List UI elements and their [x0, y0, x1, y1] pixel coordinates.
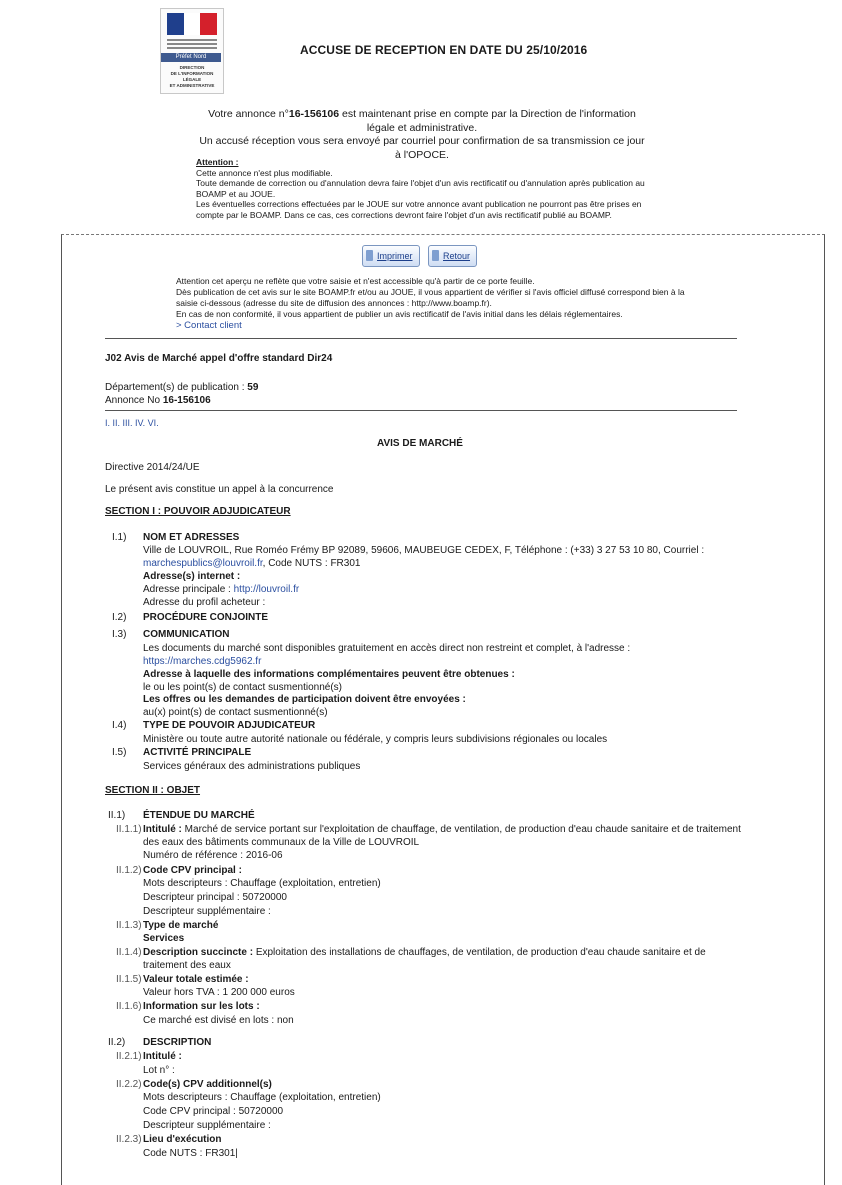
i3-info-value: le ou les point(s) de contact susmentionné(s): [143, 682, 342, 693]
ii2-title: DESCRIPTION: [143, 1037, 212, 1048]
item-number: II.1.3): [116, 920, 142, 931]
flag-icon: [167, 13, 217, 35]
ii22-desc: Mots descripteurs : Chauffage (exploitation, entretien): [143, 1092, 381, 1103]
item-number: II.2.2): [116, 1079, 142, 1090]
ii16-label: Information sur les lots :: [143, 1001, 260, 1012]
ii12-desc: Mots descripteurs : Chauffage (exploitation, entretien): [143, 878, 381, 889]
ii23-value: Code NUTS : FR301|: [143, 1148, 238, 1159]
divider: [105, 338, 737, 339]
page-title: ACCUSE DE RECEPTION EN DATE DU 25/10/2016: [300, 43, 588, 57]
i5-title: ACTIVITÉ PRINCIPALE: [143, 747, 252, 758]
item-number: II.1.2): [116, 865, 142, 876]
ii11-reference: Numéro de référence : 2016-06: [143, 850, 283, 861]
warning-heading: Attention :: [196, 157, 239, 167]
ii16-value: Ce marché est divisé en lots : non: [143, 1015, 294, 1026]
ii1-title: ÉTENDUE DU MARCHÉ: [143, 810, 255, 821]
directive: Directive 2014/24/UE: [105, 462, 200, 473]
ii14-line1: Description succincte : Exploitation des installations de chauffages, de ventilation, de production d'eau chaude sanitaire et de: [143, 947, 706, 958]
i5-value: Services généraux des administrations publiques: [143, 761, 361, 772]
item-number: I.5): [112, 747, 127, 758]
item-number: I.1): [112, 532, 127, 543]
i3-title: COMMUNICATION: [143, 629, 230, 640]
section-2-title: SECTION II : OBJET: [105, 785, 201, 796]
section-nav-links[interactable]: I. II. III. IV. VI.: [105, 418, 159, 428]
item-number: I.4): [112, 720, 127, 731]
contact-client-link[interactable]: > Contact client: [176, 320, 242, 331]
i1-address: Ville de LOUVROIL, Rue Roméo Frémy BP 92089, 59606, MAUBEUGE CEDEX, F, Téléphone : (+33) 3 27 53 10 80, Courriel :: [143, 545, 705, 556]
printer-icon: [366, 250, 373, 261]
ii15-label: Valeur totale estimée :: [143, 974, 249, 985]
ii22-label: Code(s) CPV additionnel(s): [143, 1079, 272, 1090]
i3-info-label: Adresse à laquelle des informations complémentaires peuvent être obtenues :: [143, 669, 515, 680]
item-number: II.1.1): [116, 824, 142, 835]
item-number: II.1.5): [116, 974, 142, 985]
logo-motto-lines: [167, 37, 217, 51]
i4-title: TYPE DE POUVOIR ADJUDICATEUR: [143, 720, 316, 731]
warning-block: Attention : Cette annonce n'est plus modifiable. Toute demande de correction ou d'annulation devra faire l'objet d'un avis rectificatif ou d'annulation après publication au BOAMP et au JOUE. Les éventuelles corrections effectuées par le JOUE sur votre annonce avant publication ne pourront pas être prises en compte par le BOAMP. Dans ce cas, ces corrections devront faire l'objet d'un avis rectificatif publié au BOAMP.: [196, 157, 656, 220]
back-icon: [432, 250, 439, 261]
annonce-number: 16-156106: [288, 108, 340, 120]
i3-offers-label: Les offres ou les demandes de participation doivent être envoyées :: [143, 694, 466, 705]
i1-title: NOM ET ADRESSES: [143, 532, 240, 543]
docs-link[interactable]: https://marches.cdg5962.fr: [143, 656, 262, 667]
i1-email-line: marchespublics@louvroil.fr, Code NUTS : FR301: [143, 558, 361, 569]
ii11-line1: Intitulé : Marché de service portant sur l'exploitation de chauffage, de ventilation, de production d'eau chaude sanitaire et de traitement: [143, 824, 741, 835]
i3-offers-value: au(x) point(s) de contact susmentionné(s): [143, 707, 328, 718]
ii22-supp: Descripteur supplémentaire :: [143, 1120, 271, 1131]
i3-docs: Les documents du marché sont disponibles gratuitement en accès direct non restreint et complet, à l'adresse :: [143, 643, 631, 654]
item-number: II.1.4): [116, 947, 142, 958]
section-1-title: SECTION I : POUVOIR ADJUDICATEUR: [105, 506, 291, 517]
ii21-label: Intitulé :: [143, 1051, 182, 1062]
email-link[interactable]: marchespublics@louvroil.fr: [143, 558, 263, 569]
item-number: II.2.1): [116, 1051, 142, 1062]
i1-buyer-profile: Adresse du profil acheteur :: [143, 597, 266, 608]
preview-notice: Attention cet aperçu ne reflète que votre saisie et n'est accessible qu'à partir de ce porte feuille. Dès publication de cet avis sur le site BOAMP.fr et/ou au JOUE, il vous appartient de vérifier si l'avis officiel diffusé correspond bien à la saisie ci-dessous (adresse du site de diffusion des annonces : http://www.boamp.fr). En cas de non conformité, il vous appartient de publier un avis rectificatif de l'avis initial dans les délais réglementaires. > Contact client: [176, 276, 696, 331]
logo-subtitle: DIRECTION DE L'INFORMATION LÉGALE ET ADMINISTRATIVE: [169, 65, 215, 88]
item-number: I.3): [112, 629, 127, 640]
logo-band: Préfet Nord: [161, 53, 221, 62]
item-number: II.2.3): [116, 1134, 142, 1145]
ii14-line2: traitement des eaux: [143, 960, 231, 971]
i1-main-address: Adresse principale : http://louvroil.fr: [143, 584, 300, 595]
i2-title: PROCÉDURE CONJOINTE: [143, 612, 269, 623]
i4-value: Ministère ou toute autre autorité nationale ou fédérale, y compris leurs subdivisions régionales ou locales: [143, 734, 608, 745]
ii12-supp: Descripteur supplémentaire :: [143, 906, 271, 917]
avis-title: AVIS DE MARCHÉ: [377, 438, 463, 449]
ii21-value: Lot n° :: [143, 1065, 175, 1076]
department-line: Département(s) de publication : 59: [105, 382, 259, 393]
print-button[interactable]: Imprimer: [362, 245, 420, 267]
acknowledgement-text: Votre annonce n°16-156106 est maintenant prise en compte par la Direction de l'information légale et administrative. Un accusé réception vous sera envoyé par courriel pour confirmation de sa transmission ce jour à l'OPOCE.: [199, 108, 645, 161]
divider: [105, 410, 737, 411]
i1-internet-label: Adresse(s) internet :: [143, 571, 241, 582]
item-number: II.1.6): [116, 1001, 142, 1012]
republic-logo: [160, 8, 224, 94]
ii12-label: Code CPV principal :: [143, 865, 242, 876]
item-number: I.2): [112, 612, 127, 623]
item-number: II.1): [108, 810, 126, 821]
item-number: II.2): [108, 1037, 126, 1048]
ii15-value: Valeur hors TVA : 1 200 000 euros: [143, 987, 295, 998]
ii11-line2: des eaux des bâtiments communaux de la Ville de LOUVROIL: [143, 837, 420, 848]
ii13-value: Services: [143, 933, 185, 944]
back-button[interactable]: Retour: [428, 245, 477, 267]
ii13-label: Type de marché: [143, 920, 219, 931]
ii22-main: Code CPV principal : 50720000: [143, 1106, 284, 1117]
main-address-link[interactable]: http://louvroil.fr: [233, 584, 300, 595]
annonce-line: Annonce No 16-156106: [105, 395, 211, 406]
form-title: J02 Avis de Marché appel d'offre standard Dir24: [105, 353, 333, 364]
intro-text: Le présent avis constitue un appel à la concurrence: [105, 484, 334, 495]
ii12-main: Descripteur principal : 50720000: [143, 892, 287, 903]
ii23-label: Lieu d'exécution: [143, 1134, 222, 1145]
